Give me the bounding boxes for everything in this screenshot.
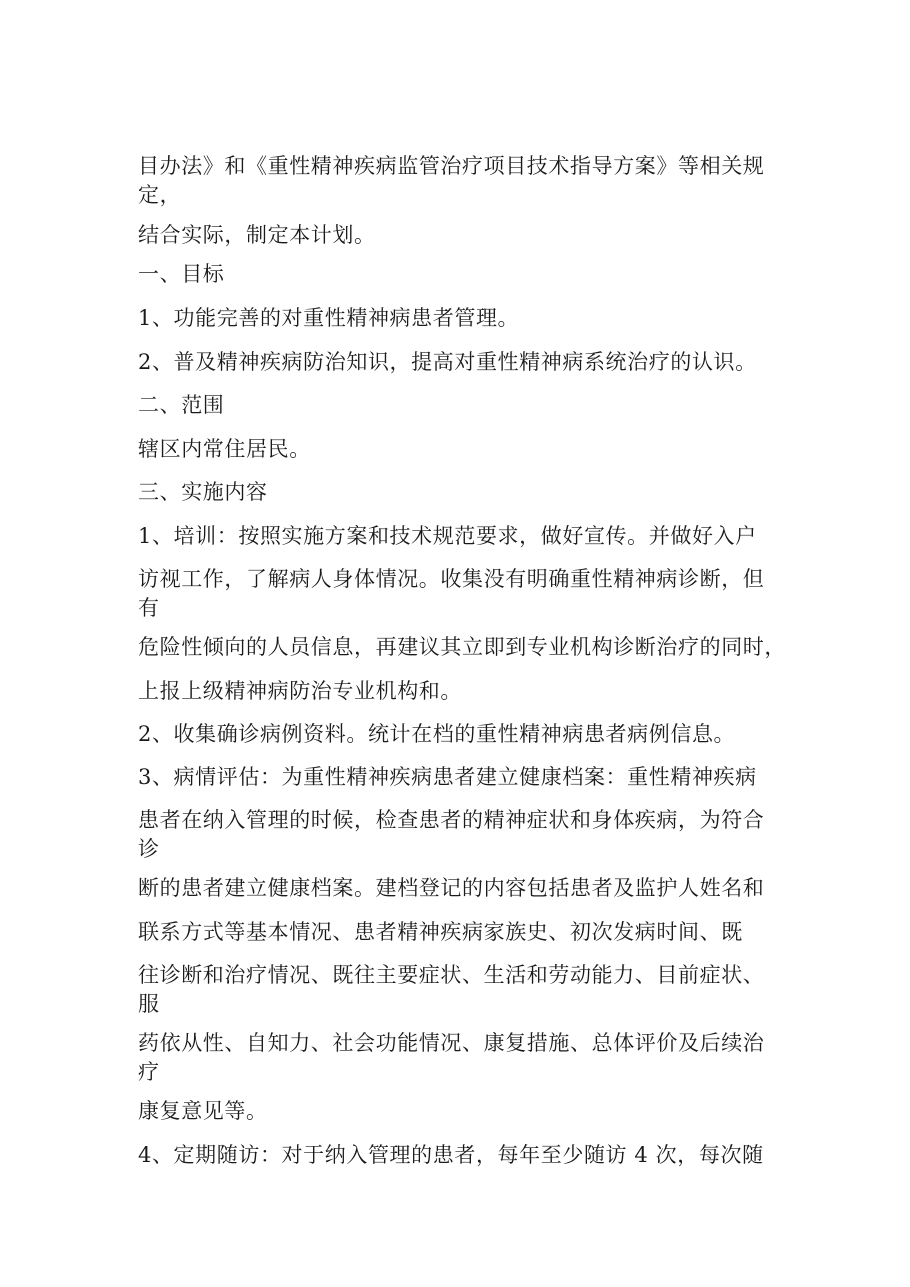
text-line: 联系方式等基本情况、患者精神疾病家族史、初次发病时间、既 (138, 920, 743, 944)
text-line: 3、病情评估：为重性精神疾病患者建立健康档案：重性精神疾病 (138, 765, 757, 789)
text-line: 危险性倾向的人员信息，再建议其立即到专业机构诊断治疗的同时， (138, 635, 786, 659)
text-line: 往诊断和治疗情况、既往主要症状、生活和劳动能力、目前症状、 (138, 963, 765, 987)
text-line: 断的患者建立健康档案。建档登记的内容包括患者及监护人姓名和 (138, 876, 765, 900)
text-line: 2、收集确诊病例资料。统计在档的重性精神病患者病例信息。 (138, 722, 736, 746)
text-line: 4、定期随访：对于纳入管理的患者，每年至少随访 4 次，每次随 (138, 1143, 764, 1167)
text-line: 1、功能完善的对重性精神病患者管理。 (138, 306, 520, 330)
text-line: 结合实际，制定本计划。 (138, 223, 376, 247)
text-line: 访视工作，了解病人身体情况。收集没有明确重性精神病诊断，但 (138, 567, 765, 591)
section-heading: 一、目标 (138, 262, 225, 286)
text-line: 目办法》和《重性精神疾病监管治疗项目技术指导方案》等相关规 (138, 154, 765, 178)
text-line: 上报上级精神病防治专业机构和。 (138, 679, 462, 703)
text-line: 诊 (138, 837, 160, 861)
text-line: 服 (138, 992, 160, 1016)
text-line: 1、培训：按照实施方案和技术规范要求，做好宣传。并做好入户 (138, 524, 757, 548)
text-line: 定， (138, 183, 182, 207)
text-line: 辖区内常住居民。 (138, 437, 311, 461)
text-line: 疗 (138, 1060, 160, 1084)
section-heading: 三、实施内容 (138, 480, 268, 504)
section-heading: 二、范围 (138, 393, 225, 417)
text-line: 康复意见等。 (138, 1099, 268, 1123)
text-line: 有 (138, 596, 160, 620)
text-line: 药依从性、自知力、社会功能情况、康复措施、总体评价及后续治 (138, 1031, 765, 1055)
text-line: 患者在纳入管理的时候，检查患者的精神症状和身体疾病，为符合 (138, 808, 765, 832)
text-line: 2、普及精神疾病防治知识，提高对重性精神病系统治疗的认识。 (138, 350, 757, 374)
